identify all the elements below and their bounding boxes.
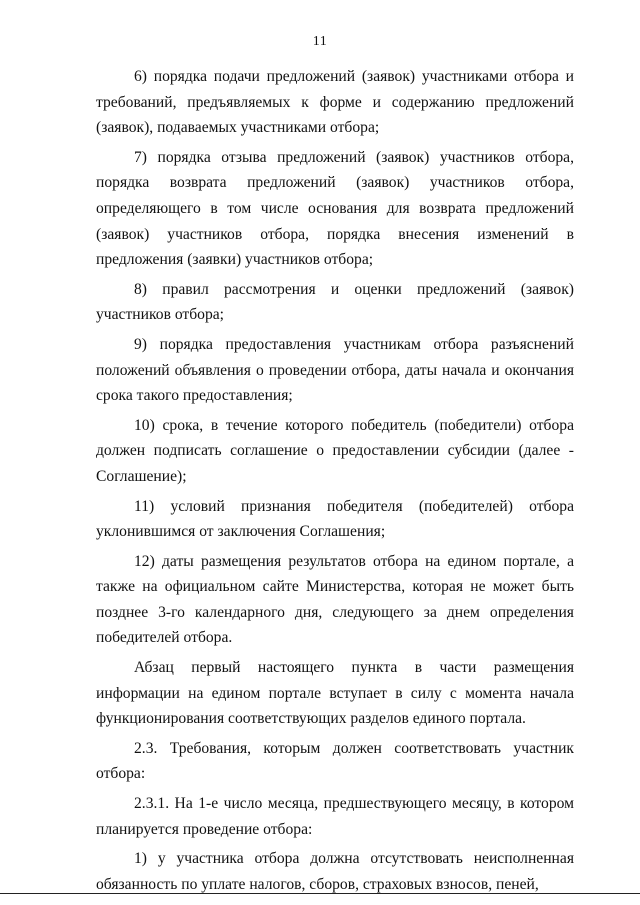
requirement-item-1: 1) у участника отбора должна отсутствовать неисполненная обязанность по уплате налогов, сборов, страховых взносов, пеней, — [96, 850, 574, 893]
paragraph-item-12: 12) даты размещения результатов отбора на едином портале, а также на официальном сайте Министерства, которая не может быть позднее 3-го календарного дня, следующего за днем определения победителей отбора. — [96, 552, 574, 647]
paragraph-item-7: 7) порядка отзыва предложений (заявок) участников отбора, порядка возврата предложений (заявок) участников отбора, определяющего в том числе основания для возврата предложений (заявок) участников отбора, порядка внесения изменений в предложения (заявки) участников отбора; — [96, 148, 574, 269]
paragraph-item-9: 9) порядка предоставления участникам отбора разъяснений положений объявления о проведении отбора, даты начала и окончания срока такого предоставления; — [96, 335, 574, 405]
paragraph-item-6: 6) порядка подачи предложений (заявок) участниками отбора и требований, предъявляемых к форме и содержанию предложений (заявок), подаваемых участниками отбора; — [96, 68, 574, 137]
section-2-3-heading: 2.3. Требования, которым должен соответствовать участник отбора: — [96, 739, 574, 783]
paragraph-effective-date-note: Абзац первый настоящего пункта в части размещения информации на едином портале вступает в силу с момента начала функционирования соответствующих разделов единого портала. — [96, 659, 574, 728]
page-bottom-edge — [0, 893, 640, 894]
paragraph-item-11: 11) условий признания победителя (победителей) отбора уклонившимся от заключения Соглашения; — [96, 497, 574, 541]
document-body — [96, 64, 574, 901]
paragraph-item-8: 8) правил рассмотрения и оценки предложений (заявок) участников отбора; — [96, 280, 574, 324]
paragraph-item-10: 10) срока, в течение которого победитель (победители) отбора должен подписать соглашение о предоставлении субсидии (далее - Соглашение); — [96, 416, 574, 485]
section-2-3-1-paragraph: 2.3.1. На 1-е число месяца, предшествующего месяцу, в котором планируется проведение отбора: — [96, 795, 574, 838]
page-number: 11 — [312, 34, 328, 49]
